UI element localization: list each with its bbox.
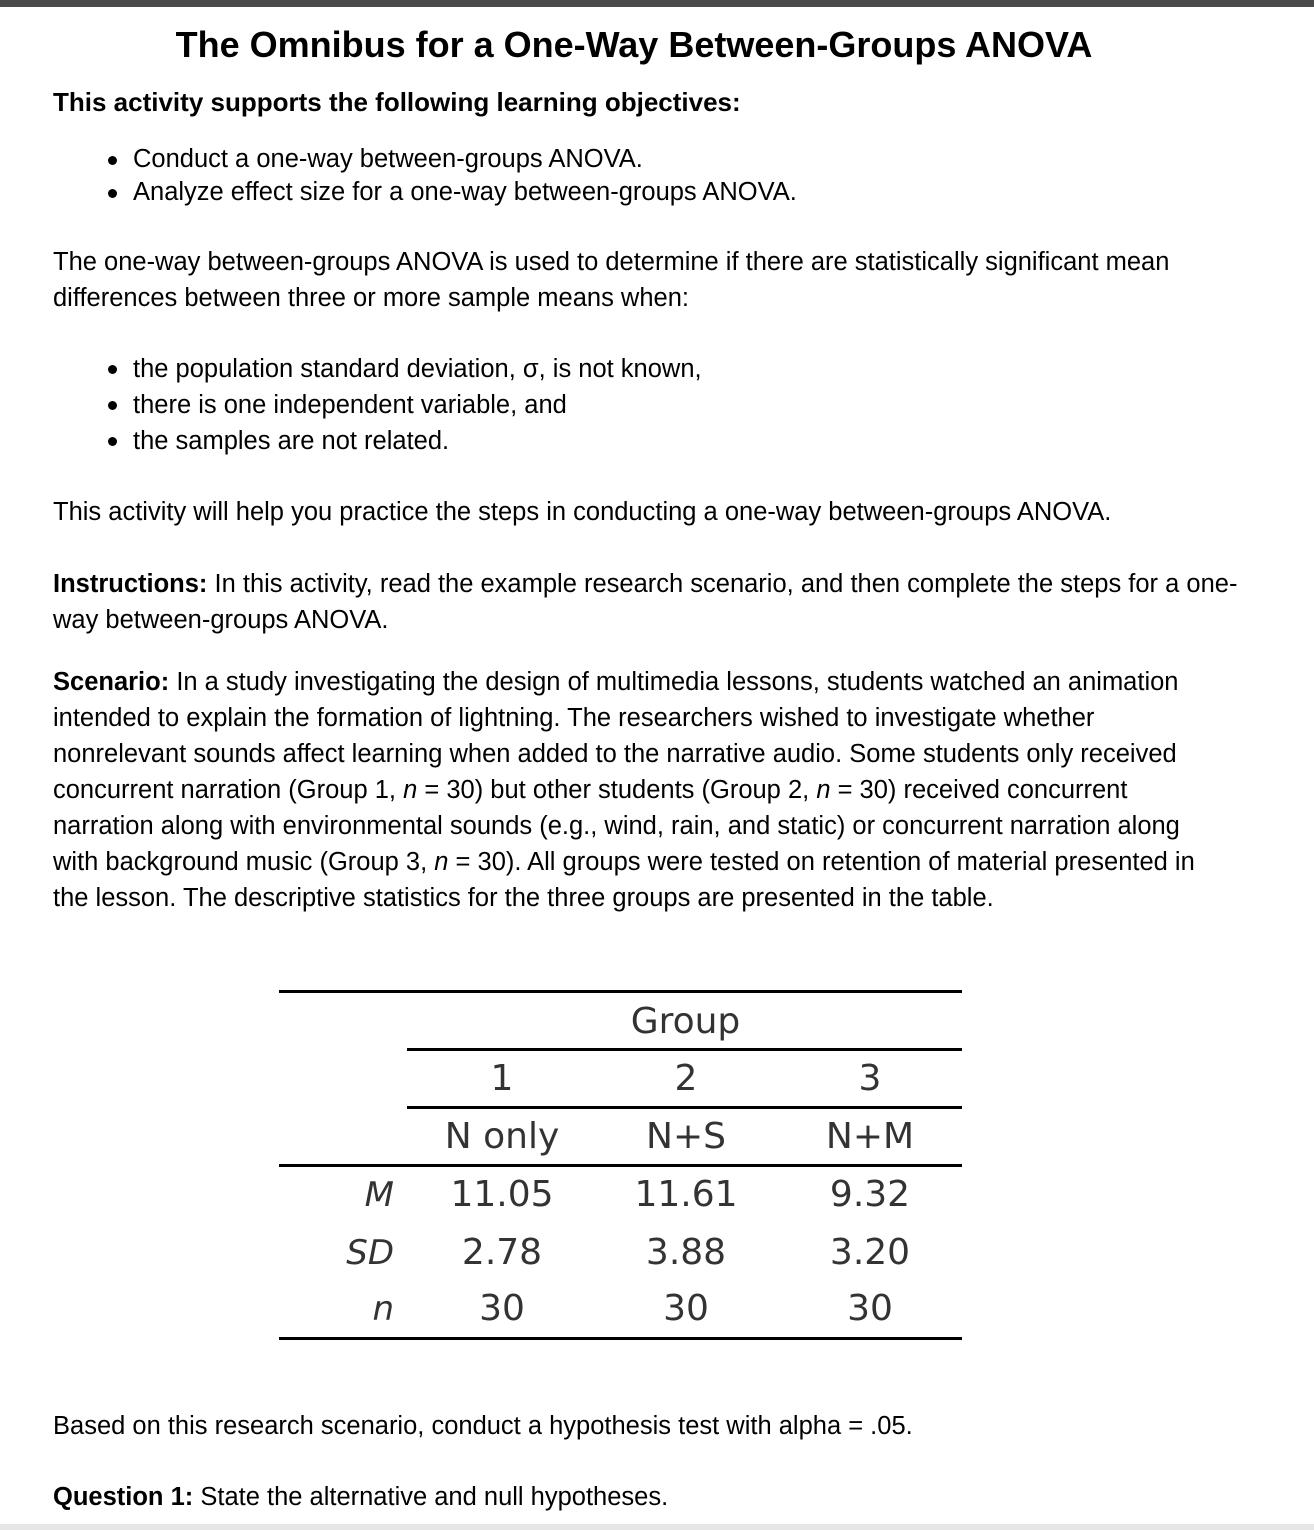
- table-cell: 30: [479, 1288, 525, 1329]
- header-bottom-rule: [279, 1164, 962, 1167]
- list-item: Conduct a one-way between-groups ANOVA.: [133, 143, 797, 176]
- table-top-rule: [279, 990, 962, 993]
- row-label-n: n: [372, 1289, 394, 1329]
- scenario-text-1: In a study investigating the design of multimedia lessons, students watched an animation intended to explain the formation of lightning. The researchers wished to investigate whether nonrelevant sounds affect learning when added to the narrative audio. Some students only received concurrent narration (Group 1,: [53, 668, 1179, 804]
- scenario-text-3: = 30) received concurrent narration along with environmental sounds (e.g., wind, rain, and static) or concurrent narration along with background music (Group 3,: [53, 776, 1180, 876]
- conditions-list: [133, 351, 702, 459]
- group-header: Group: [630, 1001, 741, 1042]
- condition-label: N only: [444, 1116, 560, 1157]
- descriptive-statistics-table: [279, 990, 962, 1342]
- n-symbol: n: [434, 848, 449, 876]
- practice-paragraph: This activity will help you practice the steps in conducting a one-way between-groups ANOVA.: [53, 498, 1112, 526]
- list-item: Analyze effect size for a one-way between-groups ANOVA.: [133, 176, 797, 209]
- group-number-rule: [407, 1106, 962, 1109]
- page-title: The Omnibus for a One-Way Between-Groups ANOVA: [175, 24, 1093, 65]
- row-label-sd: SD: [346, 1233, 394, 1273]
- group-number: 1: [490, 1058, 514, 1099]
- row-label-mean: M: [364, 1175, 394, 1215]
- n-symbol: n: [403, 776, 418, 804]
- group-number: 2: [674, 1058, 698, 1099]
- instructions-label: Instructions:: [53, 570, 208, 598]
- top-border: [0, 0, 1314, 7]
- objectives-heading: This activity supports the following learning objectives:: [53, 87, 741, 117]
- question-1: [53, 1479, 1243, 1515]
- instructions-paragraph: [53, 566, 1243, 638]
- condition-label: N+M: [825, 1116, 915, 1157]
- hypothesis-paragraph: Based on this research scenario, conduct a hypothesis test with alpha = .05.: [53, 1412, 913, 1440]
- objectives-list: [133, 143, 797, 209]
- list-item: the samples are not related.: [133, 423, 702, 459]
- question-1-text: State the alternative and null hypotheses.: [200, 1483, 669, 1511]
- table-cell: 30: [663, 1288, 709, 1329]
- bottom-border: [0, 1524, 1314, 1530]
- table-cell: 11.05: [450, 1174, 554, 1215]
- scenario-text-2: = 30) but other students (Group 2,: [417, 776, 817, 804]
- n-symbol: n: [816, 776, 831, 804]
- question-1-label: Question 1:: [53, 1483, 194, 1511]
- list-item: the population standard deviation, σ, is not known,: [133, 351, 702, 387]
- condition-label: N+S: [646, 1116, 726, 1157]
- table-cell: 11.61: [634, 1174, 738, 1215]
- group-number: 3: [858, 1058, 882, 1099]
- scenario-paragraph: [53, 664, 1223, 916]
- instructions-text: In this activity, read the example research scenario, and then complete the steps for a one-way between-groups ANOVA.: [53, 570, 1238, 634]
- table-cell: 3.88: [645, 1232, 727, 1273]
- intro-paragraph: The one-way between-groups ANOVA is used to determine if there are statistically significant mean differences between three or more sample means when:: [53, 248, 1170, 312]
- table-cell: 9.32: [829, 1174, 911, 1215]
- scenario-text-4: = 30). All groups were tested on retention of material presented in the lesson. The descriptive statistics for the three groups are presented in the table.: [53, 848, 1195, 912]
- table-bottom-rule: [279, 1337, 962, 1340]
- group-header-rule: [407, 1048, 962, 1051]
- list-item: there is one independent variable, and: [133, 387, 702, 423]
- table-cell: 2.78: [461, 1232, 543, 1273]
- table-cell: 3.20: [829, 1232, 911, 1273]
- table-cell: 30: [847, 1288, 893, 1329]
- scenario-label: Scenario:: [53, 668, 170, 696]
